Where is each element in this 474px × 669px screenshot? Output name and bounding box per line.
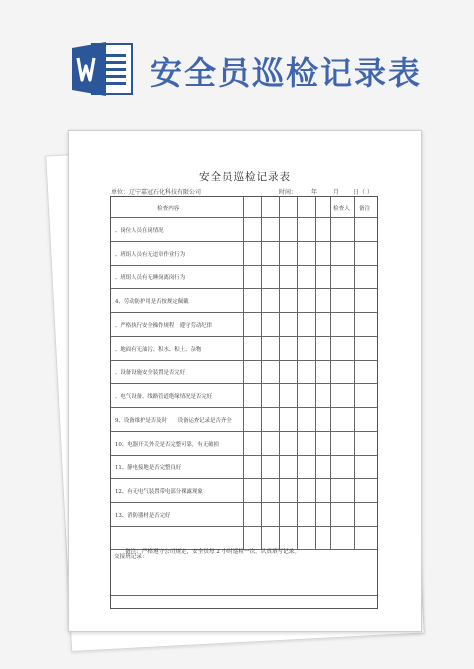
column-divider [297, 197, 298, 549]
footer-note: 备注：严格遵守公司规定，安全员每 2 小时巡检一次，认真填写记录。 [125, 549, 300, 555]
table-row-label: 10、电器开关外壳是否完整可靠，有无破损 [115, 442, 219, 448]
table-row-label: 、地面有无油污、积水、积土、杂物 [115, 347, 202, 353]
header-inspector: 检查人 [333, 206, 350, 212]
row-divider [111, 431, 377, 432]
document-title: 安全员巡检记录表 [199, 171, 291, 183]
row-divider [111, 383, 377, 384]
row-divider [111, 360, 377, 361]
row-divider [111, 595, 377, 596]
table-row-label: 、岗位人员在岗情况 [115, 228, 164, 234]
year-label: 年 [311, 189, 318, 196]
banner-title: 安全员巡检记录表 [150, 54, 423, 92]
word-icon [72, 42, 134, 96]
time-label: 时间： [279, 189, 298, 196]
column-divider [279, 197, 280, 549]
row-divider [111, 502, 377, 503]
row-divider [111, 312, 377, 313]
document-page [68, 130, 422, 632]
row-divider [111, 478, 377, 479]
column-divider [330, 197, 331, 549]
row-divider [111, 241, 377, 242]
row-divider [111, 336, 377, 337]
row-divider [111, 407, 377, 408]
column-divider [243, 197, 244, 549]
table-row-label: 、严格执行安全操作规程 遵守劳动纪律 [115, 323, 213, 329]
row-divider [111, 455, 377, 456]
table-row-label: 9、设备维护是否及时 设备运查记录是否齐全 [115, 418, 232, 424]
table-row-label: 、电气设备、线路管道绝缘情况是否完好 [115, 394, 213, 400]
row-divider [111, 288, 377, 289]
table-row-label: 11、静电接地是否完整良好 [115, 465, 182, 471]
day-label: 日（ ） [353, 189, 373, 196]
column-divider [261, 197, 262, 549]
table-row-label: 12、有无电气装置带电部分裸露现象 [115, 489, 203, 495]
month-label: 月 [333, 189, 340, 196]
table-row-label: 、班组人员有无违章作业行为 [115, 252, 186, 258]
header-remarks: 备注 [359, 206, 371, 212]
table-row-label: 、班组人员有无睡岗离岗行为 [115, 275, 186, 281]
column-divider [354, 197, 355, 549]
handover-label: 交接班记录： [114, 554, 148, 560]
column-divider [315, 197, 316, 549]
banner [0, 0, 474, 112]
table-row-label: 13、消防器材是否完好 [115, 513, 171, 519]
header-content: 检查内容 [157, 206, 180, 212]
table-row-label: 4、劳动防护用是否按规定佩戴 [115, 299, 189, 305]
row-divider [111, 217, 377, 218]
table-row-label: 、设备设施安全装置是否完好 [115, 370, 186, 376]
row-divider [111, 265, 377, 266]
unit-label: 单位：辽宁嘉冠石化科技有限公司 [111, 189, 202, 196]
row-divider [111, 526, 377, 527]
